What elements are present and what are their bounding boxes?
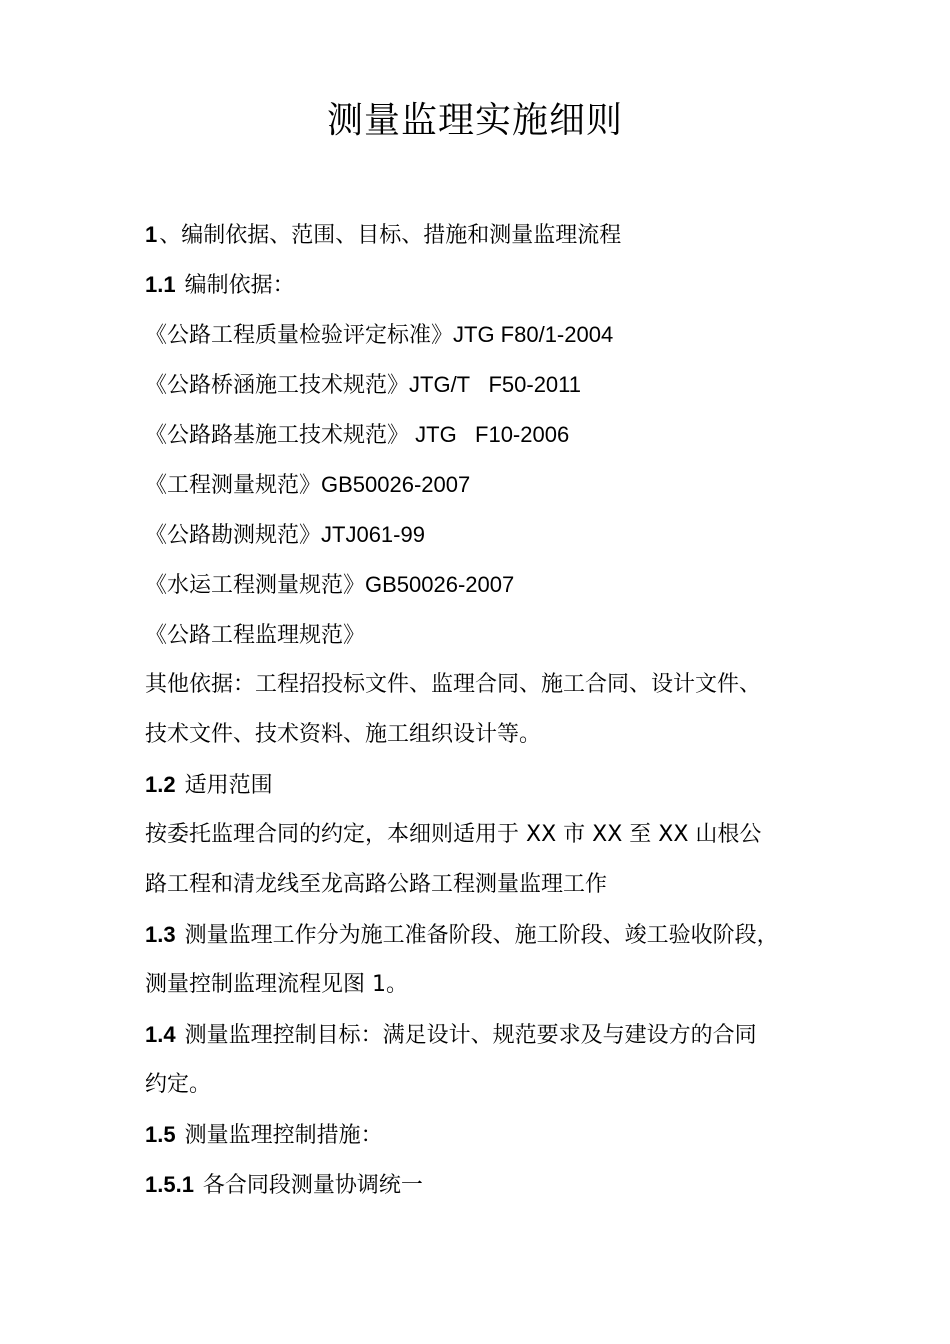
other-basis-line: 技术文件、技术资料、施工组织设计等。: [145, 722, 542, 747]
section-1-3-line: [145, 910, 825, 960]
reference-code: JTG F10-2006: [409, 422, 570, 447]
section-text: 编制依据：: [177, 273, 295, 298]
section-text: 测量监理工作分为施工准备阶段、施工阶段、竣工验收阶段，: [177, 923, 779, 948]
section-1-5-heading: [145, 1110, 825, 1160]
section-number: 1.3: [145, 922, 176, 947]
reference-name: 《公路工程质量检验评定标准》: [145, 323, 454, 348]
section-1-5-1-heading: [145, 1160, 825, 1210]
section-1-2-heading: [145, 760, 825, 810]
section-number: 1: [145, 222, 158, 247]
section-number: 1.1: [145, 272, 176, 297]
reference-item: [145, 310, 825, 360]
reference-name: 《工程测量规范》: [145, 473, 322, 498]
paragraph-line: 路工程和清龙线至龙高路公路工程测量监理工作: [145, 872, 608, 897]
reference-name: 《公路勘测规范》: [145, 523, 322, 548]
reference-name: 《公路工程监理规范》: [145, 623, 366, 648]
section-number: 1.4: [145, 1022, 176, 1047]
section-1-1-heading: [145, 260, 825, 310]
reference-code: JTJ061-99: [321, 522, 425, 547]
paragraph-line: 测量控制监理流程见图 1。: [145, 972, 408, 997]
section-1-4-line: [145, 1010, 825, 1060]
paragraph-line: 约定。: [145, 1072, 212, 1097]
section-text: 适用范围: [177, 773, 273, 798]
section-number: 1.5.1: [145, 1172, 194, 1197]
reference-item: [145, 510, 825, 560]
section-text: 各合同段测量协调统一: [195, 1173, 423, 1198]
reference-name: 《公路路基施工技术规范》: [145, 423, 410, 448]
section-1-heading: [145, 210, 825, 260]
other-basis-line: 其他依据：工程招投标文件、监理合同、施工合同、设计文件、: [145, 672, 762, 697]
reference-code: GB50026-2007: [321, 472, 471, 497]
page-title: 测量监理实施细则: [326, 100, 623, 141]
reference-item: [145, 610, 825, 660]
section-number: 1.2: [145, 772, 176, 797]
section-text: 、编制依据、范围、目标、措施和测量监理流程: [159, 223, 622, 248]
section-number: 1.5: [145, 1122, 176, 1147]
reference-item: [145, 560, 825, 610]
reference-item: [145, 460, 825, 510]
paragraph-line: 按委托监理合同的约定，本细则适用于 XX 市 XX 至 XX 山根公: [145, 822, 762, 847]
section-text: 测量监理控制措施：: [177, 1123, 383, 1148]
reference-code: JTG F80/1-2004: [453, 322, 614, 347]
reference-item: [145, 360, 825, 410]
reference-code: JTG/T F50-2011: [409, 372, 581, 397]
reference-name: 《水运工程测量规范》: [145, 573, 366, 598]
section-text: 测量监理控制目标：满足设计、规范要求及与建设方的合同: [177, 1023, 757, 1048]
reference-item: [145, 410, 825, 460]
reference-code: GB50026-2007: [365, 572, 515, 597]
reference-name: 《公路桥涵施工技术规范》: [145, 373, 410, 398]
